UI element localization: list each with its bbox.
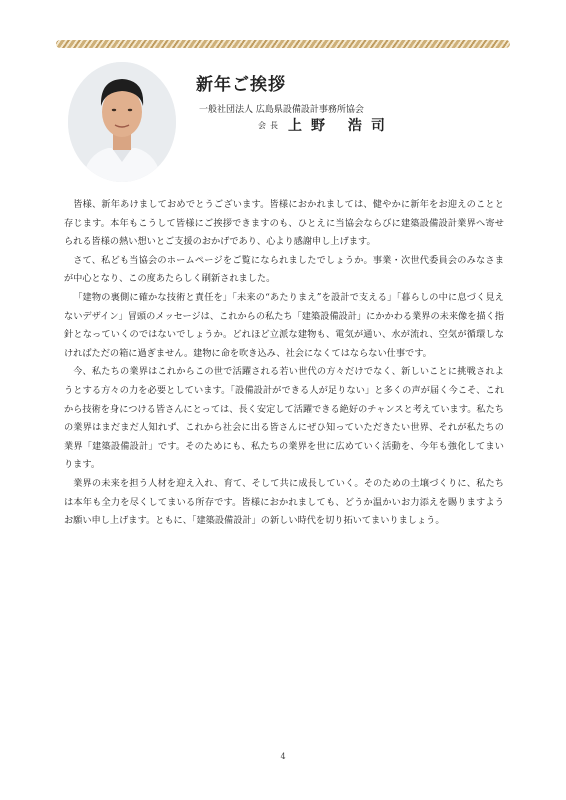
organization-name: 一般社団法人 広島県設備設計事務所協会 <box>199 105 364 115</box>
page-title: 新年ご挨拶 <box>196 75 286 95</box>
paragraph: 業界の未来を担う人材を迎え入れ、育て、そして共に成長していく。そのための土壌づくりに、私たちは本年も全力を尽くしてまいる所存です。皆様におかれましても、どうか温かいお力添えを賜りますようお願い申し上げます。ともに、「建築設備設計」の新しい時代を切り拓いてまいりましょう。 <box>64 477 504 527</box>
paragraph: 今、私たちの業界はこれからこの世で活躍される若い世代の方々だけでなく、新しいことに挑戦されようとする方々の力を必要としています。「設備設計ができる人が足りない」と多くの声が届く今こそ、これから技術を身につける皆さんにとっては、長く安定して活躍できる絶好のチャンスと考えています。私たちの業界はまだまだ人知れず、これから社会に出る皆さんにぜひ知っていただきたい世界、それが私たちの業界「建築設備設計」です。そのためにも、私たちの業界を世に広めていく活動を、今年も強化してまいります。 <box>64 366 504 471</box>
greeting-body <box>64 196 504 531</box>
paragraph: さて、私ども当協会のホームページをご覧になられましたでしょうか。事業・次世代委員会のみなさまが中心となり、この度あたらしく刷新されました。 <box>64 254 504 285</box>
author-name: 上野 浩司 <box>288 118 394 134</box>
page-number: 4 <box>280 752 286 761</box>
paragraph: 皆様、新年あけましておめでとうございます。皆様におかれましては、健やかに新年をお迎えのことと存じます。本年もこうして皆様にご挨拶できますのも、ひとえに当協会ならびに建築設備設計業界へ寄せられる皆様の熱い想いとご支援のおかげであり、心より感謝申し上げます。 <box>64 199 504 248</box>
author-role: 会長 <box>258 121 282 130</box>
portrait-photo <box>68 62 176 182</box>
paragraph: 「建物の裏側に確かな技術と責任を」「未来の“あたりまえ”を設計で支える」「暮らしの中に息づく見えないデザイン」冒頭のメッセージは、これからの私たち「建築設備設計」にかかわる業界の未来像を描く指針となっていくのではないでしょうか。どれほど立派な建物も、電気が通い、水が流れ、空気が循環しなければただの箱に過ぎません。建物に命を吹き込み、社会になくてはならない仕事です。 <box>64 291 504 359</box>
decorative-rope-border <box>56 40 510 48</box>
